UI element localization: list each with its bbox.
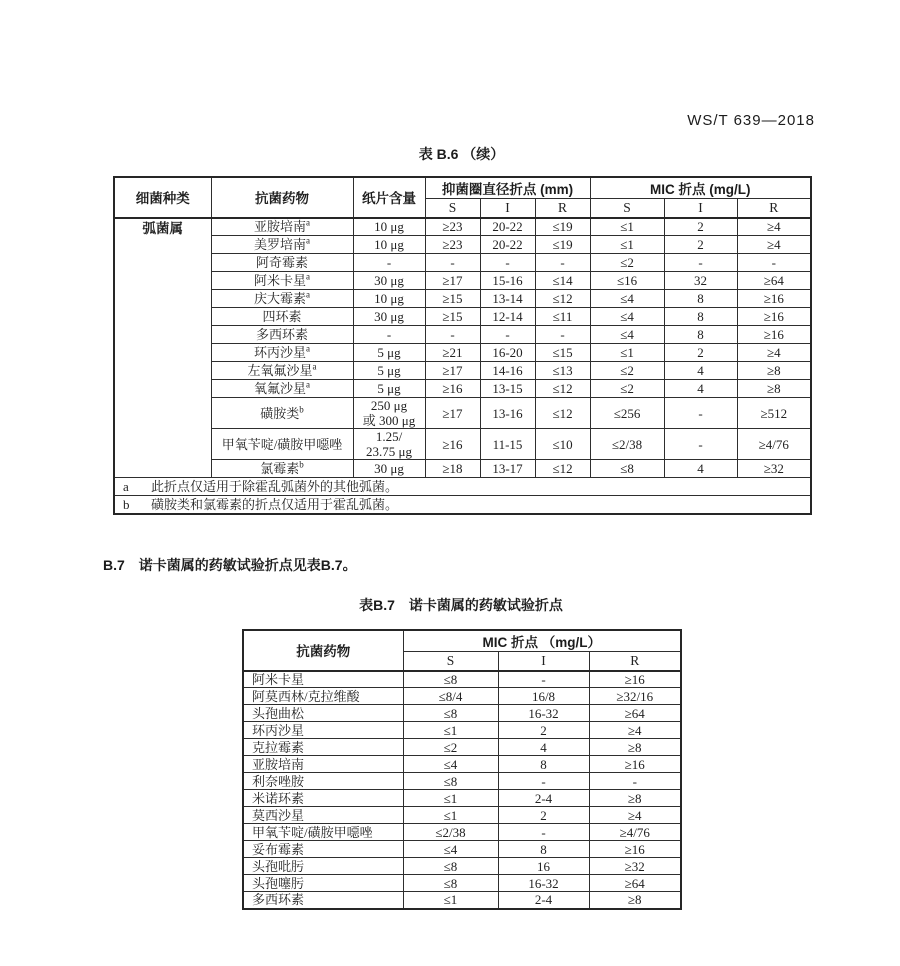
mic-breakpoint-cell: ≤8 [403,773,498,790]
mic-breakpoint-cell: 8 [664,290,737,308]
mic-breakpoint-cell: ≥64 [589,875,681,892]
drug-cell [211,429,353,460]
footnote-row [114,478,811,496]
drug-cell: 莫西沙星 [243,807,403,824]
drug-cell: 环丙沙星 [243,722,403,739]
table-row [243,688,681,705]
mic-breakpoint-cell: - [589,773,681,790]
disk-content-line: 30 μg [374,461,404,476]
zone-breakpoint-cell: ≥17 [425,272,480,290]
col-header-mic-r: R [737,199,811,218]
mic-breakpoint-cell: ≥8 [589,892,681,909]
zone-breakpoint-cell: ≤14 [535,272,590,290]
drug-name: 多西环素 [255,327,308,342]
table-b6-body [114,218,811,515]
drug-name: 美罗培南 [253,237,306,252]
table-row [243,807,681,824]
table-row [243,790,681,807]
mic-breakpoint-cell: ≤1 [590,218,664,236]
zone-breakpoint-cell: ≥17 [425,362,480,380]
table-b6 [113,176,812,515]
drug-cell [211,460,353,478]
disk-content-cell [353,308,425,326]
disk-content-cell [353,460,425,478]
table-row [243,671,681,688]
col-header-mic-group: MIC 折点 (mg/L) [590,177,811,199]
table-row [243,705,681,722]
disk-content-line: 30 μg [374,309,404,324]
mic-breakpoint-cell: ≥4 [589,722,681,739]
drug-name: 阿奇霉素 [255,255,308,270]
drug-name: 磺胺类 [260,405,300,421]
mic-breakpoint-cell: ≤2/38 [590,429,664,460]
col-header-drug: 抗菌药物 [211,177,353,218]
mic-breakpoint-cell: ≥4 [737,218,811,236]
table-row [114,380,811,398]
table-row [243,841,681,858]
mic-breakpoint-cell: - [737,254,811,272]
drug-name: 左氧氟沙星 [247,363,313,378]
mic-breakpoint-cell: ≥32 [737,460,811,478]
drug-name: 四环素 [262,309,302,324]
mic-breakpoint-cell: ≥4 [737,344,811,362]
mic-breakpoint-cell: ≥32/16 [589,688,681,705]
mic-breakpoint-cell: ≥4 [589,807,681,824]
col-header-r: R [589,652,681,671]
col-header-species: 细菌种类 [114,177,211,218]
table-b7-body [243,671,681,909]
drug-name: 阿米卡星 [253,273,306,288]
table-b6-title: 表 B.6 （续） [418,146,505,162]
table-row [114,308,811,326]
drug-cell: 妥布霉素 [243,841,403,858]
mic-breakpoint-cell: ≥16 [737,290,811,308]
mic-breakpoint-cell: ≥4 [737,236,811,254]
footnote-text: 此折点仅适用于除霍乱弧菌外的其他弧菌。 [151,479,399,494]
disk-content-cell [353,326,425,344]
mic-breakpoint-cell: ≥8 [737,362,811,380]
table-row [243,824,681,841]
zone-breakpoint-cell: ≤12 [535,380,590,398]
table-row [114,218,811,236]
zone-breakpoint-cell: ≥17 [425,398,480,429]
mic-breakpoint-cell: ≥64 [589,705,681,722]
mic-breakpoint-cell: ≤2 [590,254,664,272]
zone-breakpoint-cell: ≥21 [425,344,480,362]
zone-breakpoint-cell: 20-22 [480,218,535,236]
zone-breakpoint-cell: - [535,254,590,272]
mic-breakpoint-cell: - [498,671,589,688]
zone-breakpoint-cell: 15-16 [480,272,535,290]
disk-content-line: 10 μg [374,237,404,252]
table-row [114,290,811,308]
col-header-mic-i: I [664,199,737,218]
drug-cell [211,272,353,290]
col-header-mic-s: S [590,199,664,218]
col-header-mic-group: MIC 折点 （mg/L） [403,630,681,652]
mic-breakpoint-cell: 2 [498,722,589,739]
drug-cell: 阿米卡星 [243,671,403,688]
drug-cell [211,344,353,362]
mic-breakpoint-cell: ≤2 [590,380,664,398]
mic-breakpoint-cell: 2 [498,807,589,824]
footnote-ref: b [299,404,304,415]
zone-breakpoint-cell: 11-15 [480,429,535,460]
zone-breakpoint-cell: 13-17 [480,460,535,478]
col-header-s: S [403,652,498,671]
mic-breakpoint-cell: ≥16 [589,671,681,688]
mic-breakpoint-cell: ≥64 [737,272,811,290]
zone-breakpoint-cell: ≤11 [535,308,590,326]
footnote-text: 磺胺类和氯霉素的折点仅适用于霍乱弧菌。 [151,497,399,512]
drug-cell: 克拉霉素 [243,739,403,756]
table-row [114,362,811,380]
mic-breakpoint-cell: ≤1 [590,344,664,362]
disk-content-cell [353,429,425,460]
mic-breakpoint-cell: 2 [664,344,737,362]
mic-breakpoint-cell: - [664,254,737,272]
table-b7-section [242,597,680,910]
drug-cell: 多西环素 [243,892,403,909]
mic-breakpoint-cell: 16-32 [498,705,589,722]
mic-breakpoint-cell: 16 [498,858,589,875]
standard-code: WS/T 639—2018 [687,112,815,129]
mic-breakpoint-cell: ≥16 [589,841,681,858]
col-header-drug: 抗菌药物 [243,630,403,671]
disk-content-line: 或 300 μg [362,413,416,428]
table-row [243,773,681,790]
disk-content-cell [353,398,425,429]
footnote-row [114,496,811,515]
disk-content-line: 23.75 μg [366,444,412,459]
disk-content-cell [353,362,425,380]
zone-breakpoint-cell: ≥15 [425,308,480,326]
mic-breakpoint-cell: ≤16 [590,272,664,290]
table-row [114,429,811,460]
footnote-ref: a [312,361,317,372]
zone-breakpoint-cell: ≤19 [535,218,590,236]
zone-breakpoint-cell: 13-16 [480,398,535,429]
drug-name: 氯霉素 [260,461,300,476]
drug-cell: 头孢噻肟 [243,875,403,892]
zone-breakpoint-cell: 13-14 [480,290,535,308]
mic-breakpoint-cell: 16/8 [498,688,589,705]
mic-breakpoint-cell: ≤1 [403,722,498,739]
zone-breakpoint-cell: - [425,254,480,272]
disk-content-line: 250 μg [370,398,408,413]
disk-content-line: 5 μg [377,381,401,396]
mic-breakpoint-cell: ≤1 [403,790,498,807]
footnote-marker: a [123,479,129,494]
mic-breakpoint-cell: ≤8 [403,875,498,892]
disk-content-line: 30 μg [374,273,404,288]
mic-breakpoint-cell: ≥16 [737,308,811,326]
drug-name: 庆大霉素 [253,291,306,306]
mic-breakpoint-cell: 4 [664,380,737,398]
zone-breakpoint-cell: ≥18 [425,460,480,478]
footnote-cell [114,496,811,515]
mic-breakpoint-cell: ≤8 [403,671,498,688]
drug-cell: 米诺环素 [243,790,403,807]
disk-content-line: 5 μg [377,345,401,360]
table-b6-section [113,146,810,515]
col-header-zone-s: S [425,199,480,218]
mic-breakpoint-cell: ≥32 [589,858,681,875]
mic-breakpoint-cell: ≥16 [737,326,811,344]
table-row [114,326,811,344]
mic-breakpoint-cell: 2 [664,236,737,254]
mic-breakpoint-cell: ≤4 [590,308,664,326]
table-row [114,344,811,362]
zone-breakpoint-cell: 13-15 [480,380,535,398]
disk-content-line: 5 μg [377,363,401,378]
disk-content-line: 1.25/ [375,429,403,444]
disk-content-cell [353,290,425,308]
col-header-i: I [498,652,589,671]
mic-breakpoint-cell: 4 [498,739,589,756]
disk-content-cell [353,254,425,272]
disk-content-line: 10 μg [374,291,404,306]
zone-breakpoint-cell: ≥15 [425,290,480,308]
footnote-ref: a [306,343,310,354]
table-row [114,398,811,429]
mic-breakpoint-cell: - [498,824,589,841]
zone-breakpoint-cell: 12-14 [480,308,535,326]
table-b6-header [114,177,811,218]
mic-breakpoint-cell: ≤8 [590,460,664,478]
table-row [114,460,811,478]
mic-breakpoint-cell: ≤4 [403,756,498,773]
footnote-cell [114,478,811,496]
footnote-ref: a [306,379,310,390]
disk-content-cell [353,236,425,254]
table-b7-header [243,630,681,671]
zone-breakpoint-cell: - [480,326,535,344]
drug-cell [211,326,353,344]
disk-content-cell [353,272,425,290]
drug-cell [211,380,353,398]
mic-breakpoint-cell: ≤1 [403,892,498,909]
table-b7 [242,629,682,910]
zone-breakpoint-cell: ≤13 [535,362,590,380]
zone-breakpoint-cell: ≤12 [535,290,590,308]
drug-name: 甲氧苄啶/磺胺甲噁唑 [221,436,343,452]
drug-cell: 头孢曲松 [243,705,403,722]
mic-breakpoint-cell: ≥16 [589,756,681,773]
mic-breakpoint-cell: ≤4 [590,290,664,308]
disk-content-cell [353,218,425,236]
col-header-zone-group: 抑菌圈直径折点 (mm) [425,177,590,199]
table-row [243,739,681,756]
mic-breakpoint-cell: ≥8 [737,380,811,398]
col-header-zone-r: R [535,199,590,218]
footnote-ref: a [306,217,310,228]
mic-breakpoint-cell: - [664,429,737,460]
zone-breakpoint-cell: - [425,326,480,344]
table-row [243,756,681,773]
mic-breakpoint-cell: - [664,398,737,429]
mic-breakpoint-cell: ≤256 [590,398,664,429]
disk-content-line: - [386,255,392,270]
drug-cell [211,236,353,254]
zone-breakpoint-cell: ≥23 [425,218,480,236]
mic-breakpoint-cell: ≥4/76 [737,429,811,460]
table-row [114,254,811,272]
zone-breakpoint-cell: ≤15 [535,344,590,362]
drug-cell: 头孢吡肟 [243,858,403,875]
table-row [114,236,811,254]
zone-breakpoint-cell: - [480,254,535,272]
mic-breakpoint-cell: 4 [664,362,737,380]
table-b7-title: 表B.7 诺卡菌属的药敏试验折点 [359,597,563,613]
col-header-zone-i: I [480,199,535,218]
mic-breakpoint-cell: ≤2 [590,362,664,380]
drug-cell: 亚胺培南 [243,756,403,773]
mic-breakpoint-cell: ≤1 [403,807,498,824]
mic-breakpoint-cell: ≤8 [403,858,498,875]
mic-breakpoint-cell: ≤4 [590,326,664,344]
mic-breakpoint-cell: ≤2/38 [403,824,498,841]
mic-breakpoint-cell: ≤8/4 [403,688,498,705]
disk-content-cell [353,380,425,398]
zone-breakpoint-cell: ≥23 [425,236,480,254]
disk-content-line: - [386,327,392,342]
mic-breakpoint-cell: 32 [664,272,737,290]
drug-name: 环丙沙星 [253,345,306,360]
zone-breakpoint-cell: - [535,326,590,344]
mic-breakpoint-cell: 8 [498,756,589,773]
mic-breakpoint-cell: 4 [664,460,737,478]
mic-breakpoint-cell: 8 [498,841,589,858]
mic-breakpoint-cell: - [498,773,589,790]
species-cell: 弧菌属 [114,218,211,478]
drug-cell [211,254,353,272]
col-header-disk-content: 纸片含量 [353,177,425,218]
table-row [243,875,681,892]
footnote-ref: a [306,289,310,300]
zone-breakpoint-cell: ≥16 [425,380,480,398]
zone-breakpoint-cell: ≤10 [535,429,590,460]
mic-breakpoint-cell: 8 [664,308,737,326]
table-row [243,892,681,909]
zone-breakpoint-cell: ≤12 [535,460,590,478]
mic-breakpoint-cell: 2 [664,218,737,236]
mic-breakpoint-cell: ≥8 [589,790,681,807]
zone-breakpoint-cell: 16-20 [480,344,535,362]
zone-breakpoint-cell: ≤19 [535,236,590,254]
drug-name: 氧氟沙星 [253,381,306,396]
drug-cell: 利奈唑胺 [243,773,403,790]
drug-cell [211,362,353,380]
footnote-marker: b [123,497,130,512]
zone-breakpoint-cell: ≥16 [425,429,480,460]
drug-name: 亚胺培南 [253,219,306,235]
mic-breakpoint-cell: 8 [664,326,737,344]
mic-breakpoint-cell: 16-32 [498,875,589,892]
mic-breakpoint-cell: 2-4 [498,790,589,807]
drug-cell [211,398,353,429]
disk-content-cell [353,344,425,362]
drug-cell [211,290,353,308]
table-row [243,722,681,739]
table-row [243,858,681,875]
mic-breakpoint-cell: ≤2 [403,739,498,756]
zone-breakpoint-cell: 20-22 [480,236,535,254]
mic-breakpoint-cell: ≥512 [737,398,811,429]
drug-cell [211,308,353,326]
table-row [114,272,811,290]
drug-cell: 甲氧苄啶/磺胺甲噁唑 [243,824,403,841]
drug-cell: 阿莫西林/克拉维酸 [243,688,403,705]
drug-cell [211,218,353,236]
section-b7-clause: B.7 诺卡菌属的药敏试验折点见表B.7。 [103,557,357,573]
mic-breakpoint-cell: ≤1 [590,236,664,254]
footnote-ref: a [306,271,310,282]
mic-breakpoint-cell: ≤4 [403,841,498,858]
disk-content-line: 10 μg [374,219,404,235]
mic-breakpoint-cell: ≥4/76 [589,824,681,841]
mic-breakpoint-cell: 2-4 [498,892,589,909]
footnote-ref: b [299,459,304,470]
zone-breakpoint-cell: ≤12 [535,398,590,429]
zone-breakpoint-cell: 14-16 [480,362,535,380]
mic-breakpoint-cell: ≥8 [589,739,681,756]
mic-breakpoint-cell: ≤8 [403,705,498,722]
footnote-ref: a [306,235,310,246]
